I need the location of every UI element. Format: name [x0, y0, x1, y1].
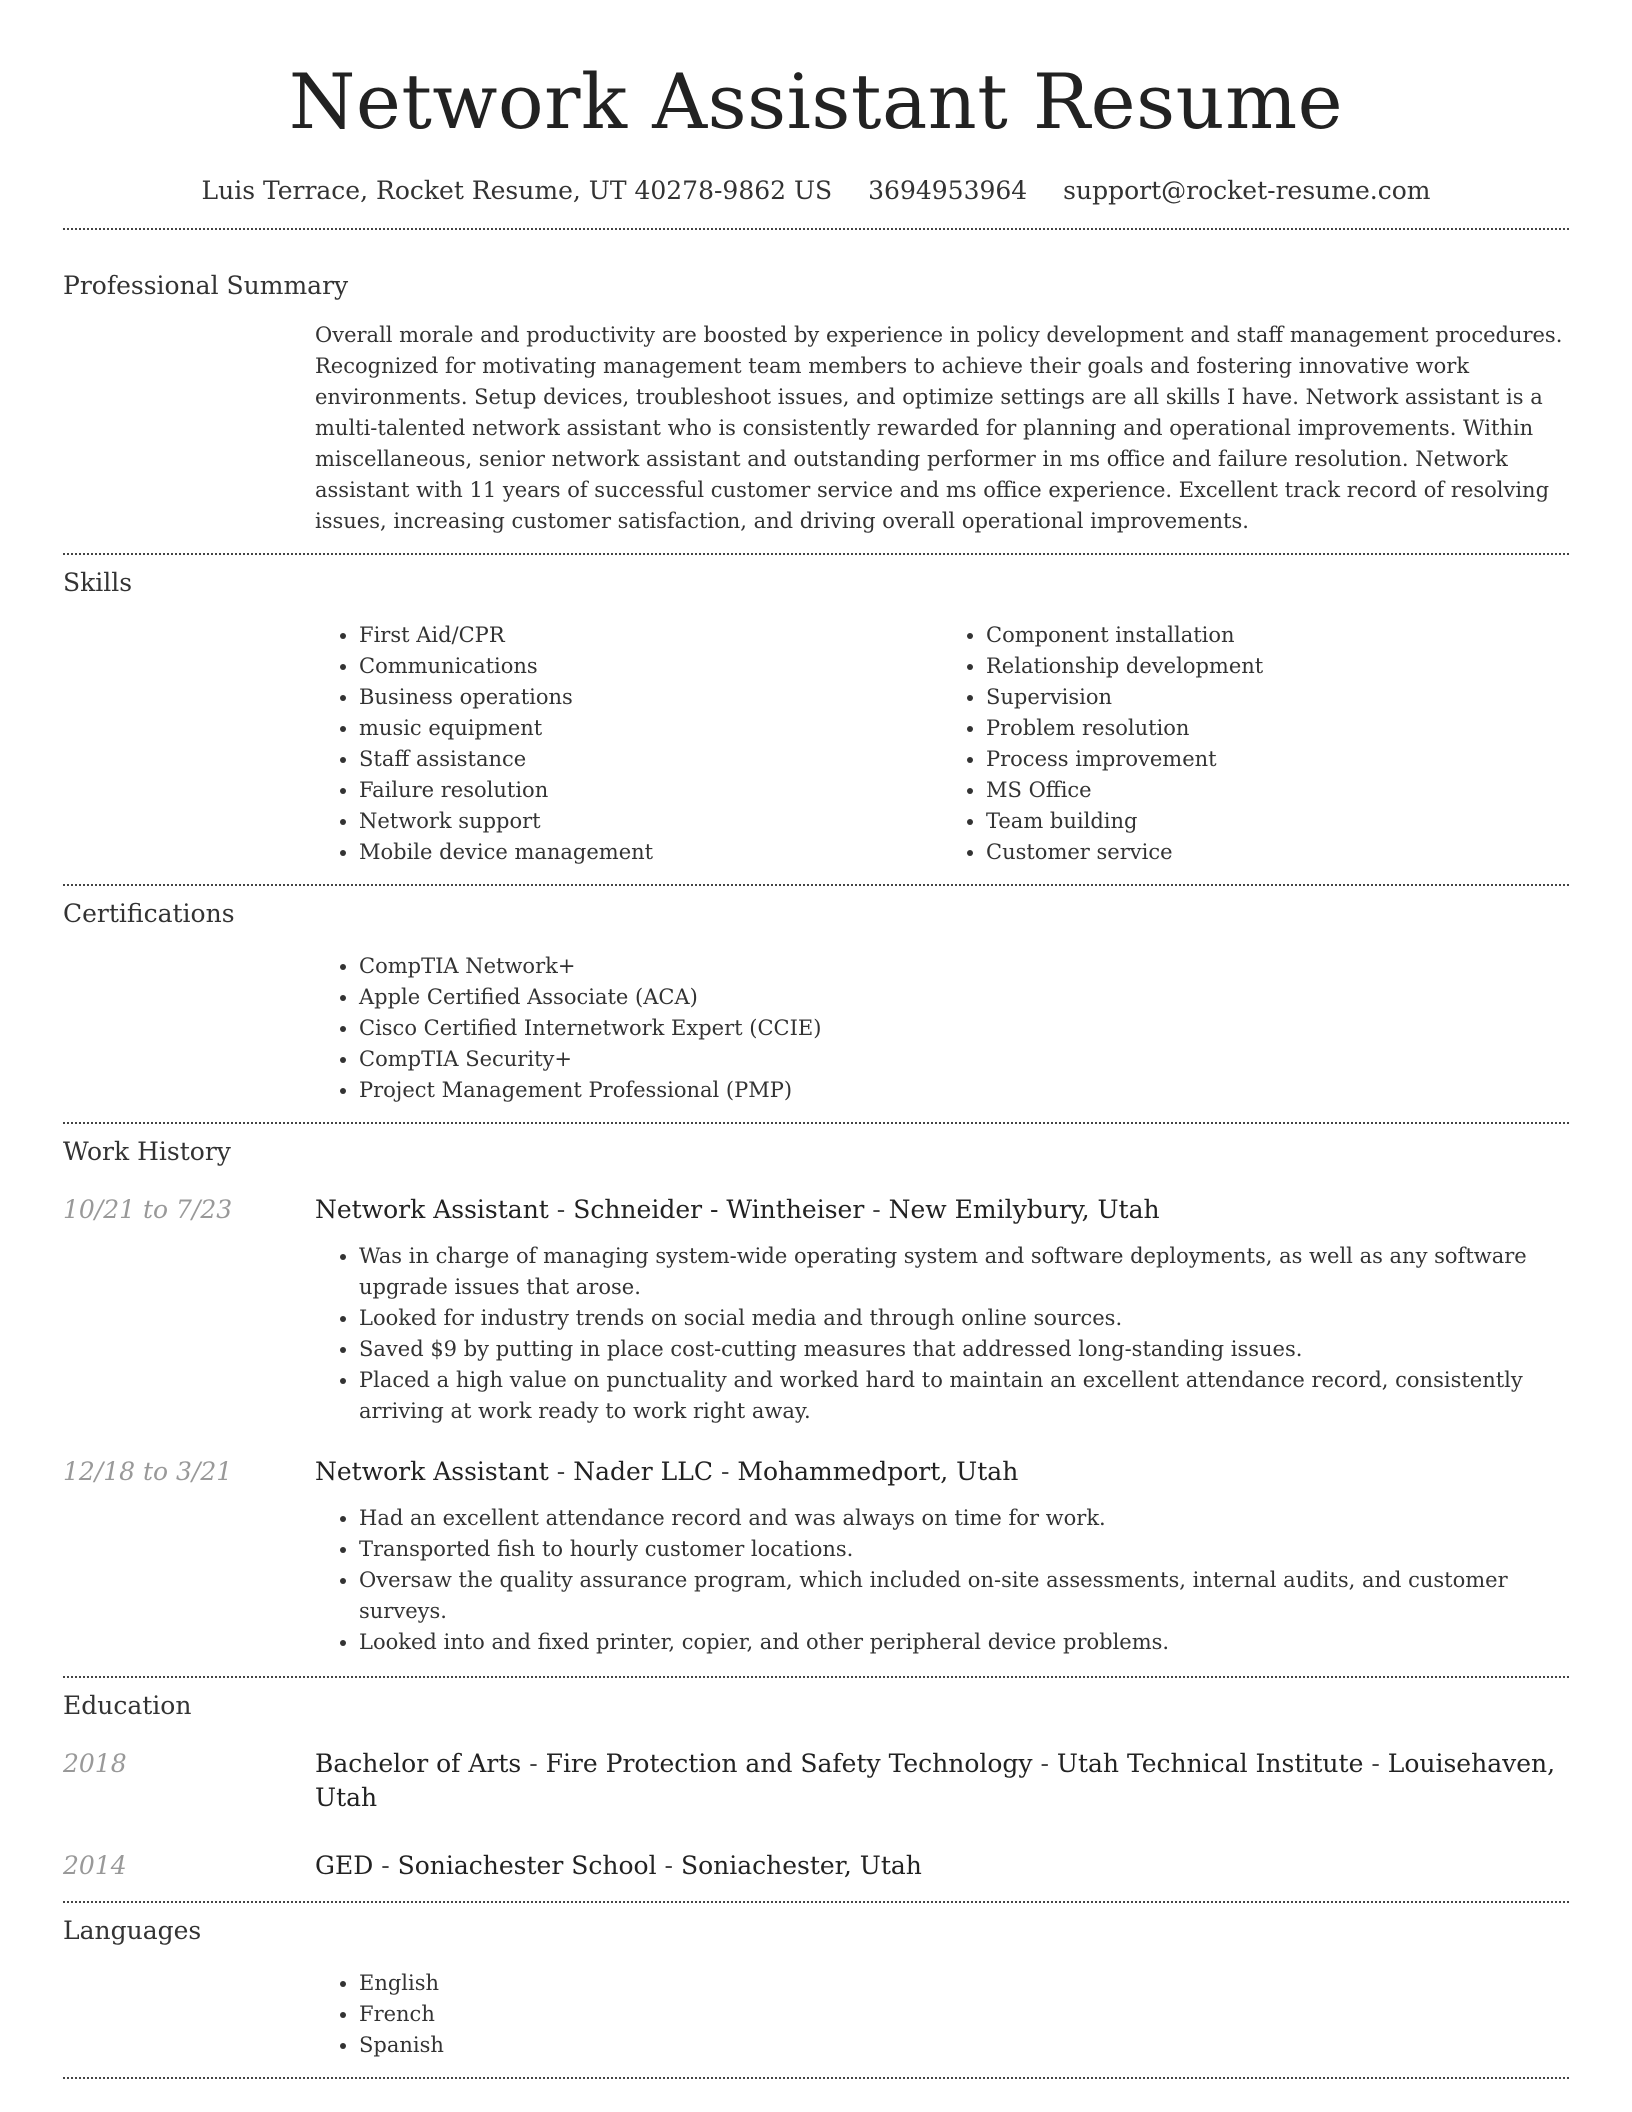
education-degree: GED [315, 1851, 374, 1880]
job-heading: Network Assistant - Nader LLC - Mohammedport, Utah [315, 1457, 1019, 1486]
summary-section [63, 228, 1569, 553]
list-item: • Relationship development [986, 651, 1569, 682]
list-item: • Business operations [359, 682, 942, 713]
job-bullet-list [315, 1241, 1569, 1427]
contact-address: Luis Terrace, Rocket Resume, UT 40278-9862 US [201, 176, 833, 205]
list-item: • CompTIA Security+ [359, 1044, 1569, 1075]
skills-body [315, 620, 1569, 884]
list-item: • Apple Certified Associate (ACA) [359, 982, 1569, 1013]
list-item: • English [359, 1968, 1569, 1999]
list-item: • Component installation [986, 620, 1569, 651]
list-item: • Transported fish to hourly customer locations. [359, 1534, 1569, 1565]
list-item: • MS Office [986, 775, 1569, 806]
job-title: Network Assistant [315, 1457, 549, 1486]
summary-text: Overall morale and productivity are boosted by experience in policy development and staff management procedures. Recognized for motivating management team members to achieve their goals and fostering innovative work environments. Setup devices, troubleshoot issues, and optimize settings are all skills I have. Network assistant is a multi-talented network assistant who is consistently rewarded for planning and operational improvements. Within miscellaneous, senior network assistant and outstanding performer in ms office and failure resolution. Network assistant with 11 years of successful customer service and ms office experience. Excellent track record of resolving issues, increasing customer satisfaction, and driving overall operational improvements. [315, 323, 1563, 533]
list-item: • Spanish [359, 2030, 1569, 2061]
education-section [63, 1676, 1569, 1901]
education-location: Louisehaven, Utah [315, 1749, 1556, 1812]
list-item: • Looked for industry trends on social media and through online sources. [359, 1303, 1569, 1334]
job-company: Schneider - Wintheiser [573, 1195, 865, 1224]
contact-line [63, 174, 1569, 208]
certifications-heading: Certifications [63, 899, 235, 928]
list-item: • Staff assistance [359, 744, 942, 775]
education-school: Soniachester School [397, 1851, 657, 1880]
education-field: Fire Protection and Safety Technology [545, 1749, 1033, 1778]
certifications-list [315, 951, 1569, 1106]
job-bullets [315, 1241, 1569, 1427]
list-item: • Mobile device management [359, 837, 942, 868]
summary-heading: Professional Summary [63, 271, 349, 300]
job-header [63, 1193, 1569, 1227]
page-title: Network Assistant Resume [288, 57, 1344, 146]
list-item: • First Aid/CPR [359, 620, 942, 651]
education-degree: Bachelor of Arts [315, 1749, 522, 1778]
skills-list-right [942, 620, 1569, 868]
contact-email: support@rocket-resume.com [1063, 176, 1431, 205]
job-dates: 10/21 to 7/23 [63, 1195, 233, 1224]
job-location: New Emilybury, Utah [888, 1195, 1160, 1224]
list-item: • music equipment [359, 713, 942, 744]
certifications-body [315, 951, 1569, 1122]
list-item: • Failure resolution [359, 775, 942, 806]
education-entry [63, 1747, 1569, 1815]
education-heading: Education [63, 1691, 192, 1720]
education-year: 2018 [63, 1749, 127, 1778]
job-bullet-list [315, 1503, 1569, 1658]
list-item: • Cisco Certified Internetwork Expert (CCIE) [359, 1013, 1569, 1044]
summary-body [315, 320, 1569, 553]
list-item: • CompTIA Network+ [359, 951, 1569, 982]
list-item: • French [359, 1999, 1569, 2030]
list-item: • Was in charge of managing system-wide operating system and software deployments, as well as any software upgrade issues that arose. [359, 1241, 1569, 1303]
list-item: • Placed a high value on punctuality and worked hard to maintain an excellent attendance record, consistently arriving at work ready to work right away. [359, 1365, 1569, 1427]
skills-heading: Skills [63, 568, 133, 597]
languages-list [315, 1968, 1569, 2061]
list-item: • Team building [986, 806, 1569, 837]
job-header [63, 1455, 1569, 1489]
job-title: Network Assistant [315, 1195, 549, 1224]
job-entry [63, 1455, 1569, 1676]
job-bullets [315, 1503, 1569, 1676]
education-location: Soniachester, Utah [680, 1851, 922, 1880]
contact-phone: 3694953964 [868, 176, 1028, 205]
job-dates: 12/18 to 3/21 [63, 1457, 233, 1486]
languages-section [63, 1901, 1569, 2077]
skills-section [63, 553, 1569, 884]
list-item: • Supervision [986, 682, 1569, 713]
list-item: • Communications [359, 651, 942, 682]
work-section [63, 1122, 1569, 1676]
job-entry [63, 1193, 1569, 1427]
education-entry [63, 1849, 1569, 1901]
job-location: Mohammedport, Utah [737, 1457, 1019, 1486]
list-item: • Project Management Professional (PMP) [359, 1075, 1569, 1106]
education-heading-line: Bachelor of Arts - Fire Protection and Safety Technology - Utah Technical Institute - Louisehaven, Utah [315, 1749, 1556, 1812]
list-item: • Network support [359, 806, 942, 837]
languages-body [315, 1968, 1569, 2077]
bottom-divider [63, 2077, 1569, 2079]
list-item: • Customer service [986, 837, 1569, 868]
job-heading: Network Assistant - Schneider - Wintheiser - New Emilybury, Utah [315, 1195, 1160, 1224]
certifications-section [63, 884, 1569, 1122]
list-item: • Looked into and fixed printer, copier, and other peripheral device problems. [359, 1627, 1569, 1658]
job-company: Nader LLC [573, 1457, 714, 1486]
list-item: • Had an excellent attendance record and was always on time for work. [359, 1503, 1569, 1534]
languages-heading: Languages [63, 1916, 202, 1945]
education-school: Utah Technical Institute [1056, 1749, 1364, 1778]
skills-list-left [315, 620, 942, 868]
list-item: • Saved $9 by putting in place cost-cutting measures that addressed long-standing issues. [359, 1334, 1569, 1365]
list-item: • Problem resolution [986, 713, 1569, 744]
list-item: • Oversaw the quality assurance program, which included on-site assessments, internal audits, and customer surveys. [359, 1565, 1569, 1627]
education-heading-line: GED - Soniachester School - Soniachester, Utah [315, 1851, 922, 1880]
list-item: • Process improvement [986, 744, 1569, 775]
education-year: 2014 [63, 1851, 127, 1880]
work-heading: Work History [63, 1137, 231, 1166]
